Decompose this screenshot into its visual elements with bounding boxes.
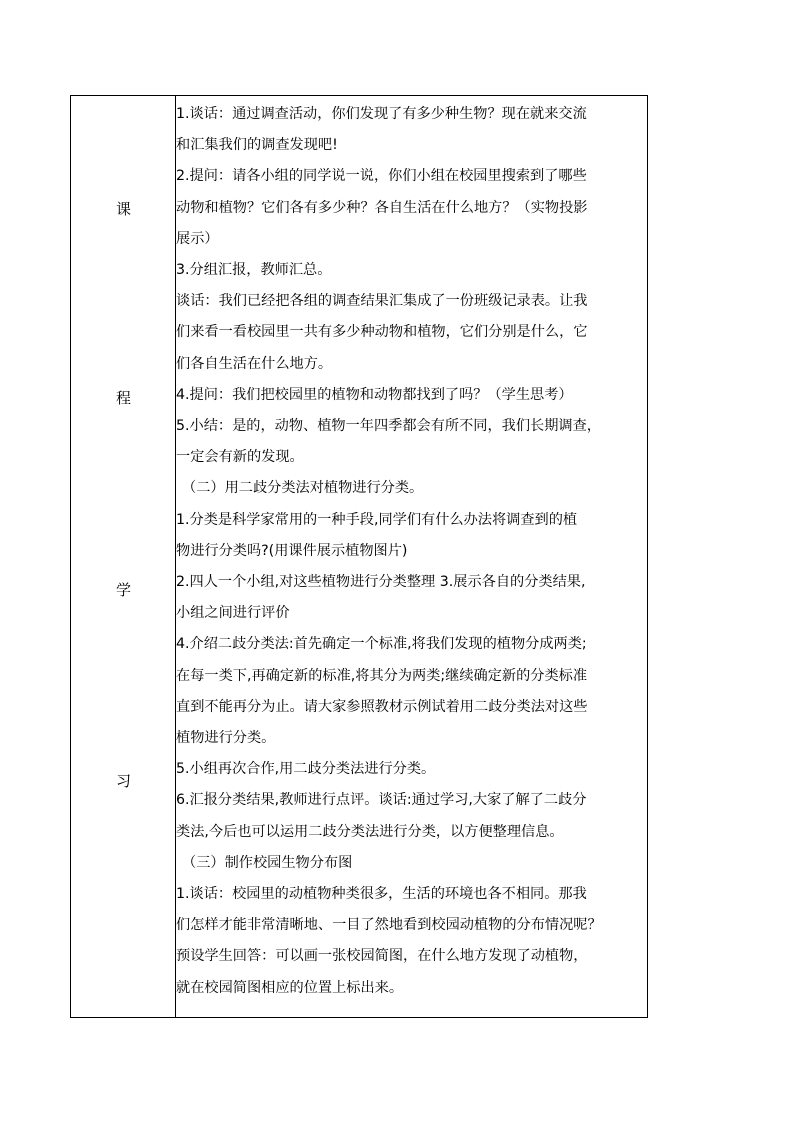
text-line: 1.谈话：校园里的动植物种类很多，生活的环境也各不相同。那我 bbox=[176, 886, 587, 903]
text-line: 5.小组再次合作,用二歧分类法进行分类。 bbox=[176, 761, 436, 778]
text-line: 谈话：我们已经把各组的调查结果汇集成了一份班级记录表。让我 bbox=[176, 293, 588, 310]
text-line: 预设学生回答：可以画一张校园简图，在什么地方发现了动植物， bbox=[176, 948, 588, 965]
lesson-content bbox=[176, 99, 648, 1004]
text-line: 动物和植物？它们各有多少种？各自生活在什么地方？（实物投影 bbox=[176, 199, 588, 216]
text-line: 物进行分类吗?(用课件展示植物图片) bbox=[176, 542, 408, 559]
text-line: 3.分组汇报，教师汇总。 bbox=[176, 262, 332, 279]
text-line: 2.提问：请各小组的同学说一说，你们小组在校园里搜索到了哪些 bbox=[176, 168, 587, 185]
text-line: 1.谈话：通过调查活动，你们发现了有多少种生物？现在就来交流 bbox=[176, 106, 587, 122]
text-line: 们各自生活在什么地方。 bbox=[176, 355, 333, 372]
text-line: 6.汇报分类结果,教师进行点评。谈话:通过学习,大家了解了二歧分 bbox=[176, 792, 587, 809]
text-line: 直到不能再分为止。请大家参照教材示例试着用二歧分类法对这些 bbox=[176, 698, 588, 715]
text-line: 4.介绍二歧分类法:首先确定一个标准,将我们发现的植物分成两类; bbox=[176, 636, 587, 653]
text-line: 一定会有新的发现。 bbox=[176, 449, 304, 466]
text-line: 就在校园简图相应的位置上标出来。 bbox=[176, 979, 404, 996]
section-heading: （二）用二歧分类法对植物进行分类。 bbox=[182, 480, 424, 497]
text-line: 展示） bbox=[176, 230, 219, 247]
text-line: 1.分类是科学家常用的一种手段,同学们有什么办法将调查到的植 bbox=[176, 511, 578, 528]
section-heading: （三）制作校园生物分布图 bbox=[182, 854, 353, 871]
text-line: 们怎样才能非常清晰地、一目了然地看到校园动植物的分布情况呢？ bbox=[176, 917, 602, 934]
text-line: 和汇集我们的调查发现吧! bbox=[176, 137, 338, 154]
text-line: 植物进行分类。 bbox=[176, 730, 276, 747]
label-cheng: 程 bbox=[115, 389, 131, 407]
label-ke: 课 bbox=[115, 200, 131, 218]
label-xue: 学 bbox=[115, 581, 131, 599]
text-line: 5.小结：是的，动物、植物一年四季都会有所不同，我们长期调查， bbox=[176, 418, 601, 435]
lesson-table bbox=[70, 95, 648, 1018]
text-line: 类法,今后也可以运用二歧分类法进行分类，以方便整理信息。 bbox=[176, 823, 564, 840]
text-line: 4.提问：我们把校园里的植物和动物都找到了吗？（学生思考） bbox=[176, 386, 573, 403]
text-line: 2.四人一个小组,对这些植物进行分类整理 3.展示各自的分类结果, bbox=[176, 574, 586, 591]
text-line: 小组之间进行评价 bbox=[176, 605, 290, 622]
label-xi: 习 bbox=[115, 772, 131, 790]
text-line: 们来看一看校园里一共有多少种动物和植物，它们分别是什么，它 bbox=[176, 324, 588, 341]
process-label-column bbox=[71, 96, 176, 1017]
text-line: 在每一类下,再确定新的标准,将其分为两类;继续确定新的分类标准 bbox=[176, 667, 588, 684]
